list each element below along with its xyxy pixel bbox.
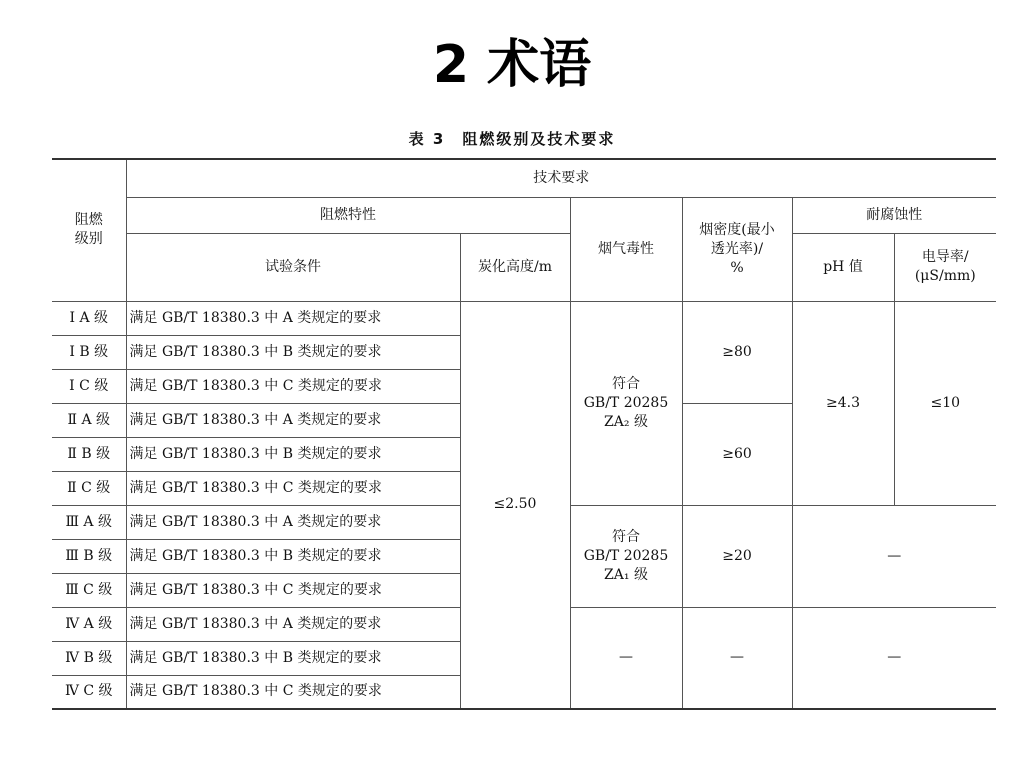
smoke-density-cell: — <box>682 607 792 709</box>
grade-cell: Ⅲ C 级 <box>52 573 126 607</box>
header-row <box>52 233 996 301</box>
smoke-density-cell: ≥80 <box>682 301 792 403</box>
char-height-cell: ≤2.50 <box>460 301 570 709</box>
corrosion-cell: — <box>792 607 996 709</box>
test-condition-cell: 满足 GB/T 18380.3 中 A 类规定的要求 <box>126 505 460 539</box>
flame-retardant-table <box>52 158 996 710</box>
header-corrosion: 耐腐蚀性 <box>792 197 996 233</box>
smoke-density-cell: ≥60 <box>682 403 792 505</box>
corrosion-cell: — <box>792 505 996 607</box>
ph-cell: ≥4.3 <box>792 301 894 505</box>
header-tech-req: 技术要求 <box>126 159 996 197</box>
test-condition-cell: 满足 GB/T 18380.3 中 C 类规定的要求 <box>126 675 460 709</box>
header-row <box>52 159 996 197</box>
grade-cell: Ⅲ A 级 <box>52 505 126 539</box>
grade-cell: Ⅳ A 级 <box>52 607 126 641</box>
header-row <box>52 197 996 233</box>
table-caption: 表 3 阻燃级别及技术要求 <box>408 130 616 148</box>
smoke-density-cell: ≥20 <box>682 505 792 607</box>
test-condition-cell: 满足 GB/T 18380.3 中 A 类规定的要求 <box>126 301 460 335</box>
grade-cell: Ⅰ B 级 <box>52 335 126 369</box>
test-condition-cell: 满足 GB/T 18380.3 中 C 类规定的要求 <box>126 573 460 607</box>
smoke-toxicity-cell: 符合 GB/T 20285 ZA₁ 级 <box>570 505 682 607</box>
conductivity-cell: ≤10 <box>894 301 996 505</box>
header-ph: pH 值 <box>792 233 894 301</box>
test-condition-cell: 满足 GB/T 18380.3 中 C 类规定的要求 <box>126 369 460 403</box>
smoke-toxicity-cell: 符合 GB/T 20285 ZA₂ 级 <box>570 301 682 505</box>
header-smoke-toxicity: 烟气毒性 <box>570 197 682 301</box>
grade-cell: Ⅳ B 级 <box>52 641 126 675</box>
grade-cell: Ⅲ B 级 <box>52 539 126 573</box>
header-conductivity: 电导率/ (μS/mm) <box>894 233 996 301</box>
grade-cell: Ⅱ B 级 <box>52 437 126 471</box>
test-condition-cell: 满足 GB/T 18380.3 中 C 类规定的要求 <box>126 471 460 505</box>
grade-cell: Ⅱ A 级 <box>52 403 126 437</box>
grade-cell: Ⅰ A 级 <box>52 301 126 335</box>
test-condition-cell: 满足 GB/T 18380.3 中 B 类规定的要求 <box>126 641 460 675</box>
header-smoke-density: 烟密度(最小 透光率)/ % <box>682 197 792 301</box>
header-char-height: 炭化高度/m <box>460 233 570 301</box>
test-condition-cell: 满足 GB/T 18380.3 中 B 类规定的要求 <box>126 335 460 369</box>
grade-cell: Ⅰ C 级 <box>52 369 126 403</box>
smoke-toxicity-cell: — <box>570 607 682 709</box>
test-condition-cell: 满足 GB/T 18380.3 中 B 类规定的要求 <box>126 539 460 573</box>
test-condition-cell: 满足 GB/T 18380.3 中 B 类规定的要求 <box>126 437 460 471</box>
table-row <box>52 301 996 335</box>
header-grade: 阻燃 级别 <box>52 159 126 301</box>
grade-cell: Ⅳ C 级 <box>52 675 126 709</box>
slide-title: 2 术语 <box>432 35 592 95</box>
header-test-cond: 试验条件 <box>126 233 460 301</box>
test-condition-cell: 满足 GB/T 18380.3 中 A 类规定的要求 <box>126 403 460 437</box>
test-condition-cell: 满足 GB/T 18380.3 中 A 类规定的要求 <box>126 607 460 641</box>
grade-cell: Ⅱ C 级 <box>52 471 126 505</box>
header-flame-char: 阻燃特性 <box>126 197 570 233</box>
